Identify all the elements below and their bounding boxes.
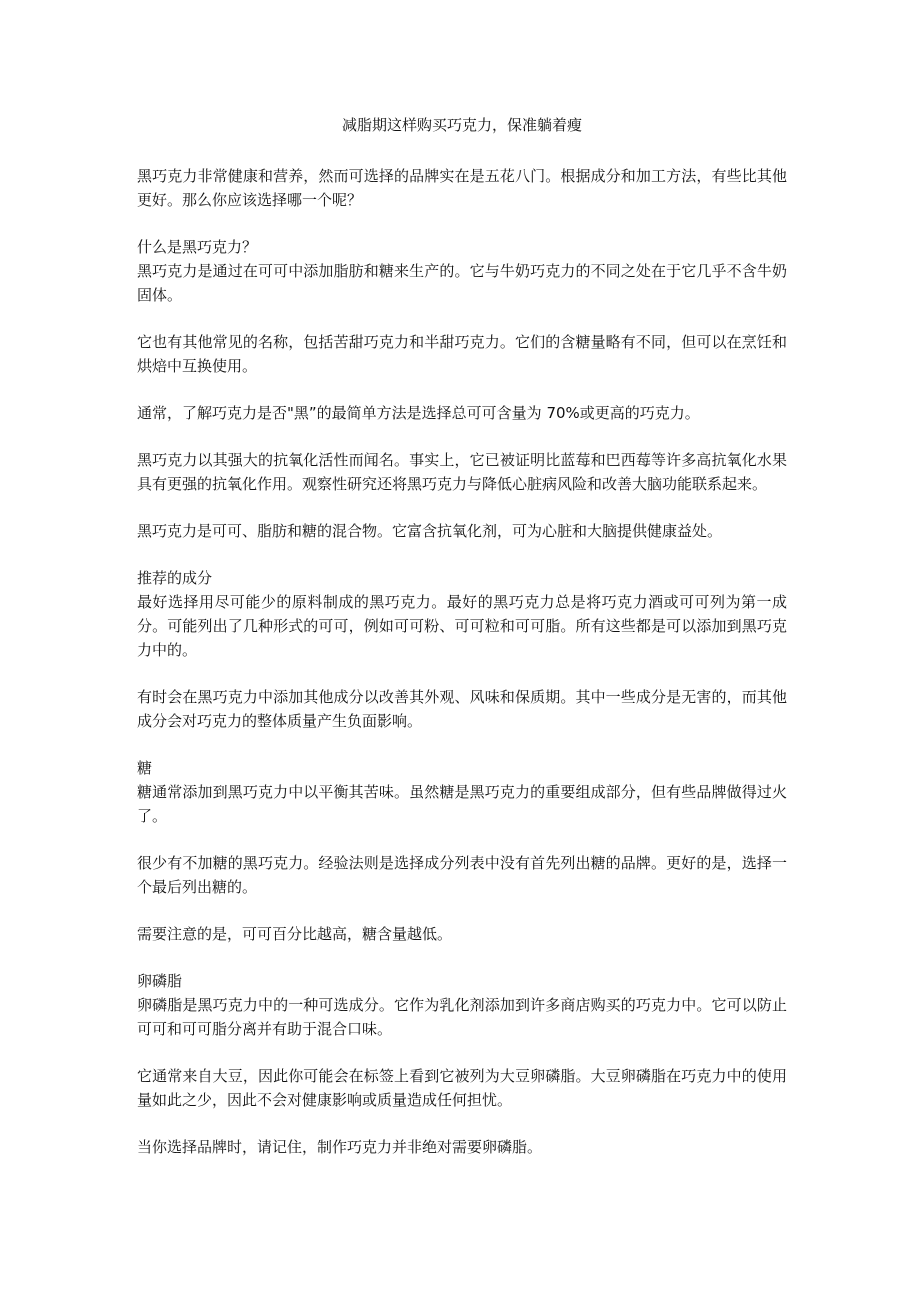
section-heading: 推荐的成分 xyxy=(137,569,213,587)
section-heading: 什么是黑巧克力？ xyxy=(137,238,258,256)
document-page xyxy=(137,114,787,1182)
intro-paragraph: 黑巧克力非常健康和营养，然而可选择的品牌实在是五花八门。根据成分和加工方法，有些比其他更好。那么你应该选择哪一个呢？ xyxy=(137,167,787,209)
paragraph: 糖通常添加到黑巧克力中以平衡其苦味。虽然糖是黑巧克力的重要组成部分，但有些品牌做得过火了。 xyxy=(137,783,787,825)
section-heading: 糖 xyxy=(137,759,153,777)
paragraph-block xyxy=(137,1064,787,1112)
paragraph: 黑巧克力是通过在可可中添加脂肪和糖来生产的。它与牛奶巧克力的不同之处在于它几乎不含牛奶固体。 xyxy=(137,262,787,304)
paragraph-block xyxy=(137,685,787,733)
section-lecithin xyxy=(137,969,787,1041)
paragraph-block xyxy=(137,330,787,378)
paragraph-block xyxy=(137,519,787,543)
paragraph: 它也有其他常见的名称，包括苦甜巧克力和半甜巧克力。它们的含糖量略有不同，但可以在烹饪和烘焙中互换使用。 xyxy=(137,333,787,375)
paragraph: 卵磷脂是黑巧克力中的一种可选成分。它作为乳化剂添加到许多商店购买的巧克力中。它可以防止可可和可可脂分离并有助于混合口味。 xyxy=(137,996,787,1038)
paragraph-block xyxy=(137,448,787,496)
paragraph: 需要注意的是，可可百分比越高，糖含量越低。 xyxy=(137,925,453,943)
document-title: 减脂期这样购买巧克力，保准躺着瘦 xyxy=(341,116,582,134)
section-sugar xyxy=(137,756,787,828)
paragraph-block xyxy=(137,1135,787,1159)
section-heading: 卵磷脂 xyxy=(137,972,183,990)
paragraph: 有时会在黑巧克力中添加其他成分以改善其外观、风味和保质期。其中一些成分是无害的，而其他成分会对巧克力的整体质量产生负面影响。 xyxy=(137,688,787,730)
paragraph-block xyxy=(137,851,787,899)
section-what-is-dark-chocolate xyxy=(137,235,787,307)
paragraph: 它通常来自大豆，因此你可能会在标签上看到它被列为大豆卵磷脂。大豆卵磷脂在巧克力中的使用量如此之少，因此不会对健康影响或质量造成任何担忧。 xyxy=(137,1067,787,1109)
paragraph-block xyxy=(137,922,787,946)
paragraph: 黑巧克力是可可、脂肪和糖的混合物。它富含抗氧化剂，可为心脏和大脑提供健康益处。 xyxy=(137,522,723,540)
intro-block xyxy=(137,164,787,212)
section-recommended-ingredients xyxy=(137,566,787,662)
paragraph: 当你选择品牌时，请记住，制作巧克力并非绝对需要卵磷脂。 xyxy=(137,1138,543,1156)
paragraph: 通常，了解巧克力是否"黑”的最简单方法是选择总可可含量为 70%或更高的巧克力。 xyxy=(137,404,700,422)
paragraph-block xyxy=(137,401,787,425)
paragraph: 黑巧克力以其强大的抗氧化活性而闻名。事实上，它已被证明比蓝莓和巴西莓等许多高抗氧化水果具有更强的抗氧化作用。观察性研究还将黑巧克力与降低心脏病风险和改善大脑功能联系起来。 xyxy=(137,451,787,493)
paragraph: 最好选择用尽可能少的原料制成的黑巧克力。最好的黑巧克力总是将巧克力酒或可可列为第一成分。可能列出了几种形式的可可，例如可可粉、可可粒和可可脂。所有这些都是可以添加到黑巧克力中的。 xyxy=(137,593,787,659)
paragraph: 很少有不加糖的黑巧克力。经验法则是选择成分列表中没有首先列出糖的品牌。更好的是，选择一个最后列出糖的。 xyxy=(137,854,787,896)
